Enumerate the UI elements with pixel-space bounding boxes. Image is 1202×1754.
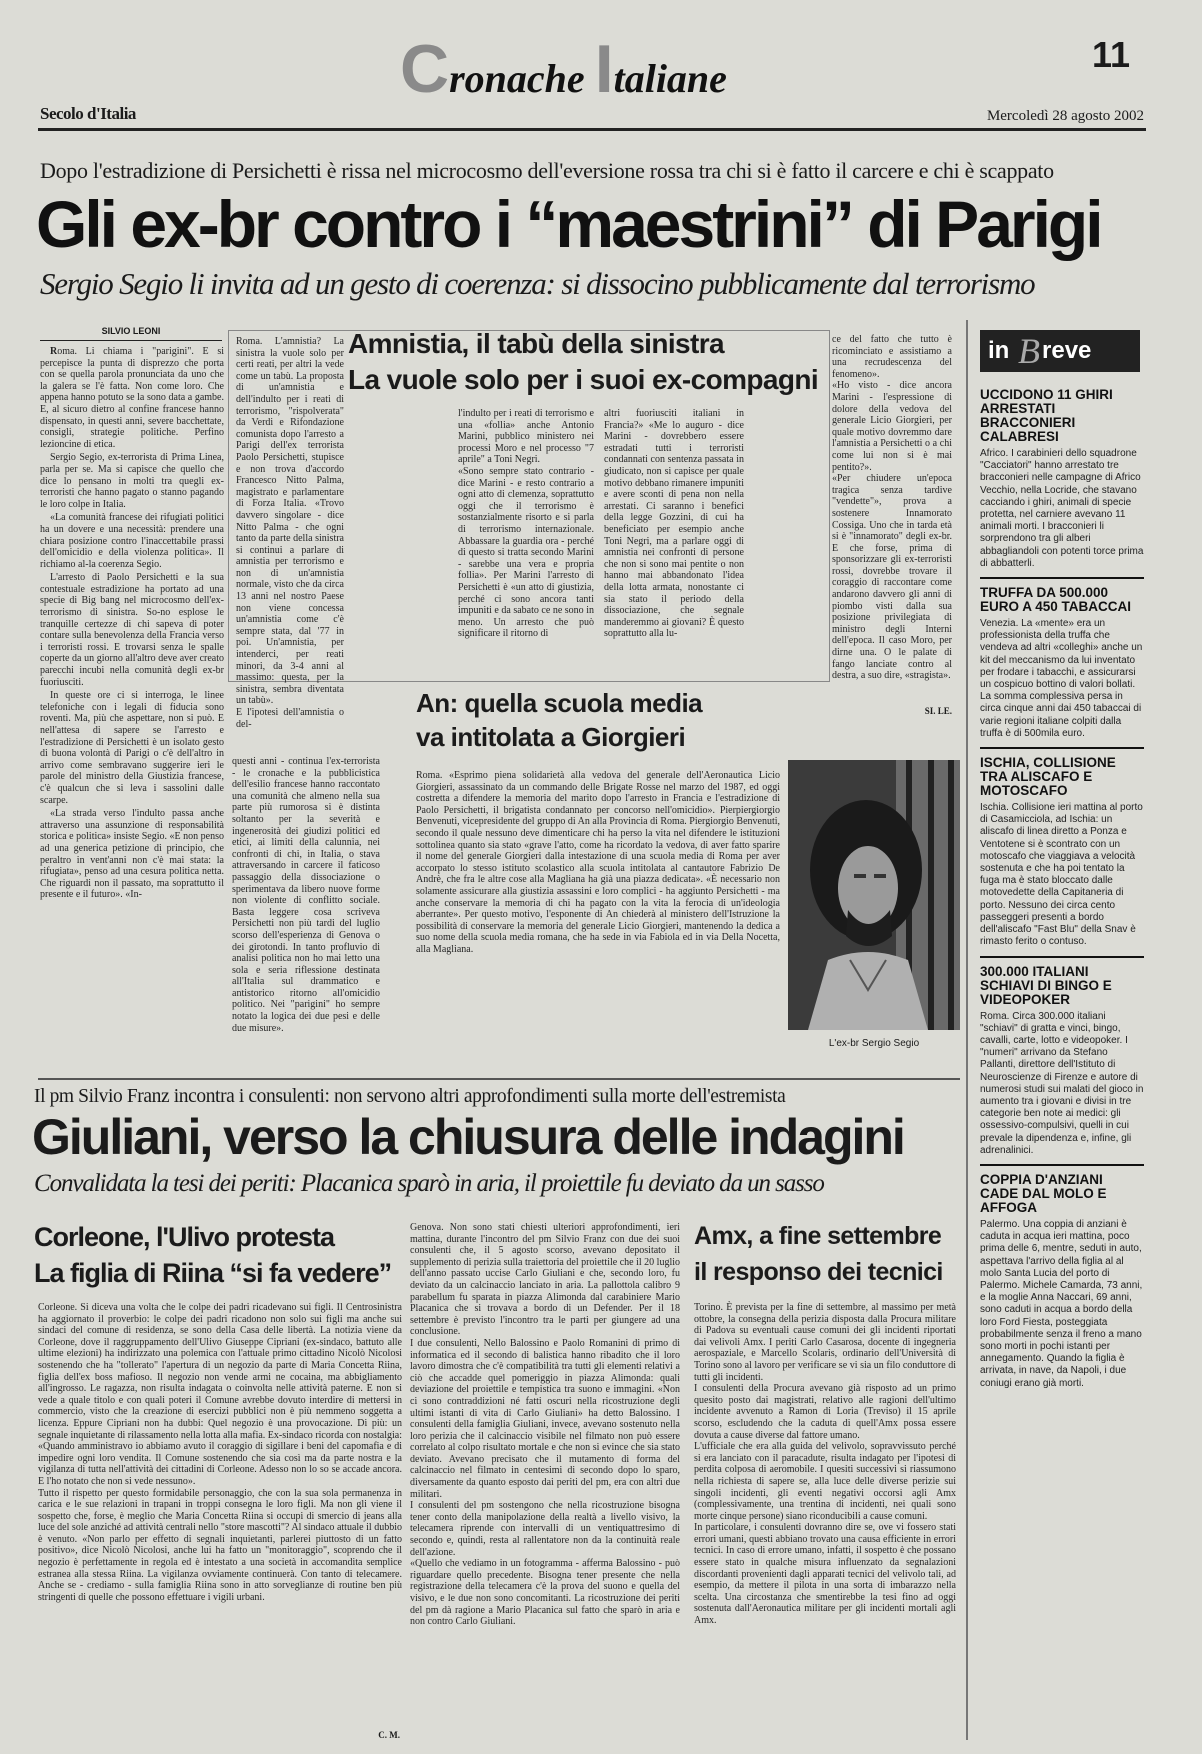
brief-separator (980, 747, 1144, 749)
corleone-signature: C. M. (378, 1730, 400, 1740)
amnistia-col-d: ce del fatto che tutto è ricominciato e assistiamo a una recrudescenza del fenomeno». «Ho visto - dice ancora Marini - l'espressione di dolore della vedova del generale Licio Giorgieri, per quale motivo dovremmo dare l'amnistia a Persichetti o a chi come lui non si è mai pentito?». «Per chiudere un'epoca tragica senza tardive "vendette"», prova a sostenere Innamorato Cossiga. Uno che in tarda età si è "innamorato" degli ex-br. E che forse, prima di sponsorizzare gli ex-terroristi rossi, dovrebbe trovare il coraggio di raccontare come andarono davvero gli anni di piombo visti dalla sua posizione privilegiata di ministro degli Interni dell'epoca. Il caso Moro, per dirne una. O le palate di fango lanciate contro al destra, a suo dire, «stragista». (832, 334, 952, 682)
amx-headline-2: il responso dei tecnici (694, 1258, 943, 1286)
lead-paragraph: Roma. Li chiama i "parigini". E si percepisce la punta di disprezzo che porta con se quella parola pronunciata da uno che la galera se l'è fatta. Non come loro. Che appena hanno potuto se la sono data a gambe. E, al sicuro dietro al confine francese hanno dispensato, in questi anni, severe bacchettate, consigli, strategie politiche. Perfino lezioncine di etica. (40, 346, 224, 450)
amnistia-col-c: altri fuoriusciti italiani in Francia?» «Me lo auguro - dice Marini - dovrebbero essere estradati tutti i terroristi condannati con sentenza passata in giudicato, non si capisce per quale motivo debbano rimanere impuniti e avere sconti di pena non nella arrestati. Ci saranno i benefici della legge Gozzini, di cui ha beneficiato per esempio anche Toni Negri, ma a parlare oggi di amnistia nei confronti di persone che non si sono mai pentite o non hanno mai abbandonato l'idea della lotta armata, nonostante ci sia stato il periodo della dissociazione, che segnale manderemmo ai giovani? È questo soprattutto alla lu- (604, 408, 744, 640)
brief-item (980, 965, 1144, 1157)
section-word-1: ronache (449, 56, 595, 101)
inbreve-in: in (988, 337, 1010, 364)
brief-text: Roma. Circa 300.000 italiani "schiavi" di gratta e vinci, bingo, cavalli, carte, lotto e videopoker. I "numeri" arrivano da Stefano Pallanti, direttore dell'Istituto di Neuroscienze di Firenze e autore di numerosi studi sui malati del gioco in aumento tra i giovani e divisi in tre categorie ben note ai medici: gli ossessivo-compulsivi, quelli in cui prevale la dipendenza e, infine, gli adrenalinici. (980, 1010, 1144, 1156)
brief-headline: ISCHIA, COLLISIONE TRA ALISCAFO E MOTOSCAFO (980, 755, 1116, 799)
lead-kicker: Dopo l'estradizione di Persichetti è rissa nel microcosmo dell'eversione rossa tra chi si è fatto il carcere e chi è scappato (40, 158, 1054, 183)
brief-separator (980, 1164, 1144, 1166)
an-headline-2: va intitolata a Giorgieri (416, 722, 686, 752)
brief-item (980, 388, 1144, 570)
paper-name: Secolo d'Italia (40, 104, 136, 123)
brief-separator (980, 577, 1144, 579)
issue-date: Mercoledì 28 agosto 2002 (986, 108, 1144, 124)
brief-text: Venezia. La «mente» era un professionista della truffa che vendeva ad altri «colleghi» anche un kit del meccanismo da lui inventato per frodare i tabacchi, e assicurarsi un cospicuo bottino di valori bollati. La somma complessiva persa in circa cinque anni dai 450 tabaccai di varie regioni italiane colpiti dalla truffa è di 500mila euro. (980, 618, 1143, 739)
lead-continuation: questi anni - continua l'ex-terrorista - le cronache e la pubblicistica dell'esilio francese hanno raccontato una comunità che almeno nella sua parte più rumorosa si è distinta soltanto per la severità e ingenerosità dei giudizi politici ed etici, ai limiti della calunnia, nei confronti di chi, in Italia, o stava attraversando in carcere il faticoso passaggio della dissociazione o sperimentava da libero nuove forme non violente di conflitto sociale. Basta leggere cosa scriveva Persichetti non più tardi del luglio scorso dell'esperienza di Genova o dei girotondi. In tanto profluvio di analisi politica non ho mai letto una sola e seria riflessione destinata all'Italia sul drammatico e antistorico ritorno all'omicidio politico. Nei "parigini" ho sempre notato la logica dei due pesi e delle due misure». (232, 756, 380, 1034)
brief-text: Africo. I carabinieri dello squadrone "Cacciatori" hanno arrestato tre bracconieri nelle campagne di Africo Vecchio, nella Locride, che stavano cacciando i ghiri, animali di specie protetta, nel carniere avevano 11 animali morti. I bracconieri li sorprendono tra gli alberi abbagliandoli con potenti torce prima di abbatterli. (980, 448, 1144, 569)
inbreve-title (980, 330, 1140, 372)
brief-headline: COPPIA D'ANZIANI CADE DAL MOLO E AFFOGA (980, 1171, 1107, 1215)
page-number: 11 (1092, 34, 1131, 75)
lead-paragraph: «La strada verso l'indulto passa anche attraverso una assunzione di responsabilità storica e politica» insiste Segio. «E non penso ad una generica petizione di principio, che peraltro in vent'anni non c'è mai stata: la rifugiata», penso ad una cesura politica netta. Che riguardi non il passato, ma soprattutto il presente e il futuro». «In- (40, 808, 224, 901)
amx-body: Torino. È prevista per la fine di settembre, al massimo per metà ottobre, la consegna della perizia disposta dalla Procura militare di Padova su eventuali cause comuni dei gli incidenti riportati dai velivoli Amx. I periti Carlo Casarosa, docente di ingegneria aerospaziale, e Marcello Scolaris, ordinario dell'Università di Torino sono al lavoro per verificare se vi sia un filo conduttore di tutti gli incidenti. I consulenti della Procura avevano già risposto ad un primo quesito posto dai magistrati, relativo alle ragioni dell'ultimo incidente avvenuto a Ramon di Loria (Treviso) il 15 aprile scorso, escludendo che la caduta di quell'Amx possa essere dovuta a cause diverse dal fattore umano. L'ufficiale che era alla guida del velivolo, sopravvissuto perché si era lanciato con il paracadute, risulta indagato per l'ipotesi di perdita colposa di aeromobile. I quesiti successivi si riassumono nella richiesta di sapere se, alla luce delle diverse perizie sui singoli incidenti, gli eventi negativi occorsi agli Amx (complessivamente, una trentina di incidenti, nei quali sono morte cinque persone) siano riconducibili a cause comuni. In particolare, i consulenti dovranno dire se, ove vi fossero stati errori umani, questi abbiano trovato una causa efficiente in errori tecnici. In caso di errore umano, infatti, il sospetto è che possano essere stato in qualche misura influenzato da segnalazioni discordanti provenienti dagli apparati tecnici del velivolo tali, ad esempio, da mettere il pilota in una sorta di imbarazzo nella scelta. Una circostanza che smentirebbe la tesi fino ad oggi sostenuta dall'Aeronautica militare per gli incidenti mortali agli Amx. (694, 1302, 956, 1627)
brief-separator (980, 956, 1144, 958)
sidebar-divider (966, 320, 968, 1740)
section-rule (38, 1078, 960, 1080)
amnistia-col-a: Roma. L'amnistia? La sinistra la vuole solo per certi reati, per altri la vede come un tabù. La proposta di un'amnistia e dell'indulto per i reati di terrorismo, "rispolverata" da Verdi e Rifondazione comunista dopo l'arresto a Parigi dell'ex terrorista Paolo Persichetti, stupisce e non trova d'accordo Francesco Nitto Palma, magistrato e parlamentare di Forza Italia. «Trovo davvero singolare - dice Nitto Palma - che ogni tanto da parte della sinistra si continui a parlare di amnistia per terrorismo e non di un'amnistia normale, visto che da circa 13 anni nel nostro Paese non viene concessa un'amnistia come c'è sempre stata, dal '77 in poi. Un'amnistia, per intenderci, per reati minori, da 3-4 anni al massimo: questa, per la sinistra, sembra diventata un tabù». E l'ipotesi dell'amnistia o del- (236, 336, 344, 730)
amnistia-signature: SI. LE. (924, 706, 952, 716)
lead-subhead: Sergio Segio li invita ad un gesto di coerenza: si dissocino pubblicamente dal terrorismo (40, 266, 1035, 301)
byline-rule (40, 340, 222, 341)
lead-headline: Gli ex-br contro i “maestrini” di Parigi (36, 187, 1101, 261)
section-initial-c: C (400, 31, 450, 107)
photo-caption: L'ex-br Sergio Segio (828, 1038, 920, 1049)
corleone-headline-1: Corleone, l'Ulivo protesta (34, 1222, 334, 1252)
giuliani-subhead: Convalidata la tesi dei periti: Placanica sparò in aria, il proiettile fu deviato da un sasso (34, 1170, 824, 1197)
inbreve-list (980, 388, 1144, 1740)
brief-headline: 300.000 ITALIANI SCHIAVI DI BINGO E VIDEOPOKER (980, 963, 1112, 1007)
amx-headline-1: Amx, a fine settembre (694, 1222, 942, 1250)
an-headline-1: An: quella scuola media (416, 688, 703, 718)
brief-item (980, 1173, 1144, 1390)
brief-headline: UCCIDONO 11 GHIRI ARRESTATI BRACCONIERI CALABRESI (980, 387, 1113, 444)
corleone-headline-2: La figlia di Riina “si fa vedere” (34, 1258, 392, 1288)
brief-text: Ischia. Collisione ieri mattina al porto di Casamicciola, ad Ischia: un aliscafo di linea diretto a Ponza e Ventotene si è scontrato con un motoscafo che viaggiava a velocità sostenuta e che ha poi tentato la fuga ma è stato bloccato dalle motovedette della Capitaneria di porto. Nessuno dei circa cento passeggeri presenti a bordo dell'aliscafo "Fast Blu" della Snav è rimasto ferito o contuso. (980, 802, 1143, 948)
section-word-2: taliane (613, 56, 727, 101)
segio-photo (788, 760, 960, 1030)
giuliani-kicker: Il pm Silvio Franz incontra i consulenti: non servono altri approfondimenti sulla morte dell'estremista (34, 1086, 786, 1107)
masthead-rule (38, 128, 1146, 131)
giuliani-headline: Giuliani, verso la chiusura delle indagini (32, 1109, 904, 1165)
section-title (400, 30, 800, 107)
brief-item (980, 586, 1144, 740)
lead-paragraph: «La comunità francese dei rifugiati politici ha un dovere e una necessità: prendere una chiara posizione contro l'inaccettabile prassi dell'omicidio e della violenza politica». Il richiamo al-la coerenza Segio. (40, 512, 224, 570)
giuliani-body: Genova. Non sono stati chiesti ulteriori approfondimenti, ieri mattina, durante l'incontro del pm Silvio Franz con due dei suoi consulenti che, il 5 agosto scorso, avevano depositato il supplemento di perizia sulla traiettoria del proiettile che il 20 luglio dell'anno passato uccise Carlo Giuliani e che, secondo loro, fu deviato da un calcinaccio lanciato in aria. La pallottola calibro 9 parabellum fu sparata in piazza Alimonda dal carabiniere Mario Placanica che si trovava a bordo di un Defender. Per il 18 settembre è previsto l'incontro tra le parti per giungere ad una conclusione. I due consulenti, Nello Balossino e Paolo Romanini di primo di informatica ed il secondo di balistica hanno ribadito che il loro lavoro dimostra che c'è compatibilità tra tutti gli elementi relativi a ciò che accadde quel pomeriggio in piazza Alimonda: quali deviazione del proiettile e tempistica tra suono e immagini. «Non ci sono contraddizioni né fatti oscuri nella ricostruzione degli ultimi istanti di vita di Carlo Giuliani» ha detto Balossino. I consulenti della famiglia Giuliani, invece, avevano sostenuto nella loro perizia che il calcinaccio visibile nel filmato non può essere correlato al colpo risultato mortale e che non si evince che sia stato deviato. Avevano precisato che il mutamento di forma del calcinaccio nel filmato in centesimi di secondo dopo lo sparo, diversamente da quanto esposto dai periti del pm, era con altri due militari. I consulenti del pm sostengono che nella ricostruzione bisogna tener conto della manipolazione della realtà a livello visivo, la telecamera riprende con intervalli di un ventiquattresimo di secondo e, quindi, resta al rallentatore non da la continuità reale dell'azione. «Quello che vediamo in un fotogramma - afferma Balossino - può riguardare quello precedente. Bisogna tener presente che nella registrazione della telecamera c'è la prova del suono e quella del visivo, e le due non sono concomitanti. La ricostruzione dei periti del pm dà ragione a Mario Placanica sul fatto che sparò in aria e non contro Carlo Giuliani. (410, 1222, 680, 1628)
brief-item (980, 756, 1144, 948)
corleone-body: Corleone. Si diceva una volta che le colpe dei padri ricadevano sui figli. Il Centrosinistra ha aggiornato il proverbio: le colpe dei padri ricadono non solo sui figli ma anche sui sindaci del comune di residenza, se sono della Casa delle libertà. La notizia viene da Corleone, dove il raggruppamento dell'Ulivo Giuseppe Cipriani (ex-sindaco, battuto alle ultime elezioni) ha indirizzato una polemica con l'attuale primo cittadino Nicolò Nicolosi sostenendo che ha "tollerato" l'apertura di un negozio da parte di Maria Concetta Riina, figlia dell'ex boss mafioso. Il negozio non vende armi ne cocaina, ma abbigliamento all'ingrosso. Le ragazza, non risulta indagata o coinvolta nelle attività paterne. E non si vede a quale titolo e con quali poteri il Comune avrebbe dovuto interdire di mettersi in commercio, visto che la creazione di esercizi pubblici non è più nemmeno soggetta a licenza. Eppure Cipriani non ha dubbi: Quel negozio è una provocazione. Di più: un segnale inquietante di rilassamento nella lotta alla mafia. Ex-sindaco ricorda con nostalgia: «Quando amministravo io abbiamo avuto il coraggio di sigillare i beni del capomafia e di impedire ogni loro vendita. Il Comune sostenendo che sia così ma da parte nostra e la vigilanza di tutta nell'attività dei cittadini di Corleone. Adesso non lo so se accade ancora. E l'ho notato che non si vede nessuno». Tutto il rispetto per questo formidabile personaggio, che con la sua sola permanenza in carica e le sue relazioni in trapani in troppi consegna le loro figli. Ma non gli viene il sospetto che, forse, è meglio che Maria Concetta Riina si occupi di smercio di jeans alla luce del sole anziché ad attività centrali nello "store mascotti"? Al sindaco attuale il dubbio è venuto. «Non parlo per effetto di segnali inquietanti, parlerei piuttosto di un fatto positivo», dice Nicolò Nicolosi, anche lui ha fatto un "monitoraggio", scoprendo che il negozio è perfettamente in regola ed è intestato a una società in accomandita semplice estranea alla stessa Riina. La vigilanza ovviamente continuerà. Con tanto di telecamere. Anche se - crediamo - sulla famiglia Riina sono in atto sorveglianze di routine ben più stringenti di quelle che possono effettuare i vigili urbani. (38, 1302, 402, 1603)
an-body: Roma. «Esprimo piena solidarietà alla vedova del generale dell'Aeronautica Licio Giorgieri, assassinato da un commando delle Brigate Rosse nel marzo del 1987, ed oggi costretta a difendere la memoria del marito dopo l'arresto in Francia e l'estradizione di Paolo Persichetti, il brigatista condannato per concorso nell'omicidio». Pierpiergiorgio Benvenuti, vicepresidente del gruppo di An alla Provincia di Roma. Piergiorgio Benvenuti, secondo il quale nessuno deve dimenticare chi ha perso la vita nel difendere le istituzioni sottolinea quanto sia stato «grave l'atto, come ha ricordato la vedova, di aver fatto sparire il nome del generale Giorgieri dalla intestazione di una scuola media di Roma per aver accorpato lo stesso istituto scolastico alla scuola intitolata al cantautore Fabrizio De Andrè, che fra le altre cose alla Magliana ha già una piazza dedicata». «È necessario non solamente assicurare alla giustizia assassini e loro complici - ha aggiunto Persichetti - ma anche conservare la memoria di chi ha pagato con la vita la ferocia di un'ideologia aberrante». Per questo motivo, l'esponente di An chiederà al ministero dell'Istruzione la possibilità di conservare la memoria del generale Licio Giorgieri, mantenendo la dedica a suo nome della scuola media romana, che ha sede in via Fabiola ed in via Della Nocetta, alla Magliana. (416, 770, 781, 955)
brief-headline: TRUFFA DA 500.000 EURO A 450 TABACCAI (980, 585, 1132, 615)
portrait-illustration (788, 760, 960, 1030)
section-initial-i: I (594, 31, 614, 107)
amnistia-headline-1: Amnistia, il tabù della sinistra (348, 328, 725, 359)
lead-paragraph: In queste ore ci si interroga, le linee telefoniche con i legali di fiducia sono roventi. Ma, più che aspettare, non si può. E nell'attesa di sapere se l'arresto e l'estradizione di Persichetti è un isolato gesto di buona volontà di Parigi o c'è dell'altro in arrivo come sembravano suggerire ieri le parole del ministro della Giustizia francese, c'è qualcun che si leva i sassolini dalle scarpe. (40, 690, 224, 806)
lead-byline: SILVIO LEONI (101, 326, 161, 336)
brief-text: Palermo. Una coppia di anziani è caduta in acqua ieri mattina, poco prima delle 6, mentre, seduti in auto, aspettava l'arrivo della figlia al al molo Santa Lucia del porto di Palermo. Michele Camarda, 73 anni, e la moglie Anna Naccari, 69 anni, sono caduti in acqua a bordo della loro Ford Fiesta, posteggiata probabilmente senza il freno a mano sono morti in pochi istanti per annegamento. Quando la figlia è arrivata, in nave, da Napoli, i due coniugi erano già morti. (980, 1218, 1143, 1389)
lead-body-column (40, 346, 224, 1116)
lead-paragraph: L'arresto di Paolo Persichetti e la sua contestuale estradizione ha portato ad una specie di Big bang nel microcosmo dell'ex-terrorismo di sinistra. So-no esplose le tranquille certezze di chi sapeva di poter contare sulla benevolenza della Francia verso i terroristi rossi. E trovarsi senza le spalle coperte da un giorno all'altro deve aver creato parecchi incubi nella comunità degli ex-br fuoriusciti. (40, 572, 224, 688)
lead-paragraph: Sergio Segio, ex-terrorista di Prima Linea, parla per se. Ma si capisce che quello che dice lo pensano in molti tra quegli ex-terroristi che hanno pagato o stanno pagando le loro colpe in Italia. (40, 452, 224, 510)
inbreve-initial: B (1018, 331, 1040, 371)
inbreve-rest: reve (1042, 337, 1092, 364)
amnistia-col-b: l'indulto per i reati di terrorismo e una «follia» anche Antonio Marini, pubblico ministero nei processi Moro e nel processo "7 aprile" a Toni Negri. «Sono sempre stato contrario - dice Marini - e resto contrario a ogni atto di clemenza, soprattutto oggi che il terrorismo è sostanzialmente risorto e si parla di terrorismo internazionale. Abbassare la guardia ora - perché di questo si tratta secondo Marini - sarebbe una vera e propria follia». Per Marini l'arresto di Persichetti è «un atto di giustizia, perché ci sono ancora tanti impuniti e da sabato ce ne sono in meno. Un arresto che può significare il ritorno di (458, 408, 594, 640)
amnistia-headline-2: La vuole solo per i suoi ex-compagni (348, 364, 819, 395)
